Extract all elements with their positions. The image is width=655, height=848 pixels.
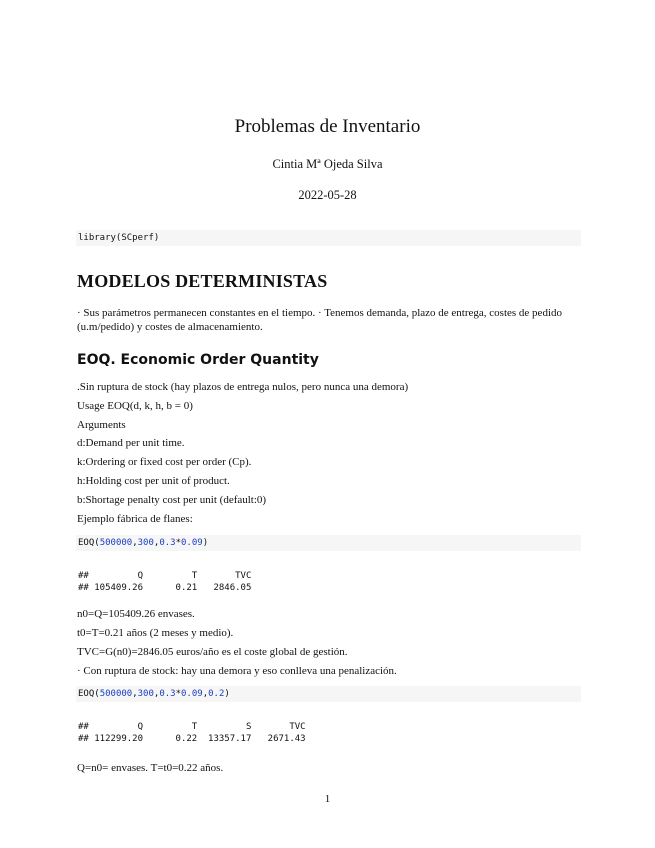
page-number: 1: [324, 793, 331, 805]
document-date: 2022-05-28: [298, 188, 357, 202]
paragraph-line: k:Ordering or fixed cost per order (Cp).: [77, 456, 252, 468]
code-output-1: [78, 570, 251, 594]
result-line: t0=T=0.21 años (2 meses y medio).: [77, 627, 234, 639]
paragraph-line: h:Holding cost per unit of product.: [77, 475, 230, 487]
paragraph-line: d:Demand per unit time.: [77, 437, 185, 449]
final-line: Q=n0= envases. T=t0=0.22 años.: [77, 762, 224, 774]
result-line: TVC=G(n0)=2846.05 euros/año es el coste global de gestión.: [77, 646, 348, 658]
document-title: Problemas de Inventario: [234, 116, 421, 137]
code-block-eoq-1: EOQ(500000,300,0.3*0.09): [76, 535, 581, 551]
output-header: ## Q T S TVC: [78, 722, 306, 732]
paragraph-line: Ejemplo fábrica de flanes:: [77, 513, 193, 525]
code-output-2: [78, 721, 306, 745]
output-row: ## 105409.26 0.21 2846.05: [78, 583, 252, 593]
code-block-eoq-2: EOQ(500000,300,0.3*0.09,0.2): [76, 686, 581, 702]
paragraph-line: Arguments: [77, 419, 126, 431]
result-line: n0=Q=105409.26 envases.: [77, 608, 195, 620]
section-intro-paragraph: · Sus parámetros permanecen constantes en el tiempo. · Tenemos demanda, plazo de entrega, costes de pedido (u.m/pedido) y costes de almacenamiento.: [77, 307, 562, 333]
section-heading-modelos: MODELOS DETERMINISTAS: [77, 271, 328, 291]
subsection-heading-eoq: EOQ. Economic Order Quantity: [77, 352, 319, 368]
paragraph-line: Usage EOQ(d, k, h, b = 0): [77, 400, 193, 412]
code-block-library: library(SCperf): [76, 230, 581, 246]
document-author: Cintia Mª Ojeda Silva: [272, 157, 383, 171]
paragraph-line: b:Shortage penalty cost per unit (default:0): [77, 494, 267, 506]
result-line: · Con ruptura de stock: hay una demora y eso conlleva una penalización.: [77, 665, 397, 677]
output-row: ## 112299.20 0.22 13357.17 2671.43: [78, 734, 306, 744]
paragraph-line: .Sin ruptura de stock (hay plazos de entrega nulos, pero nunca una demora): [77, 381, 409, 393]
output-header: ## Q T TVC: [78, 571, 252, 581]
